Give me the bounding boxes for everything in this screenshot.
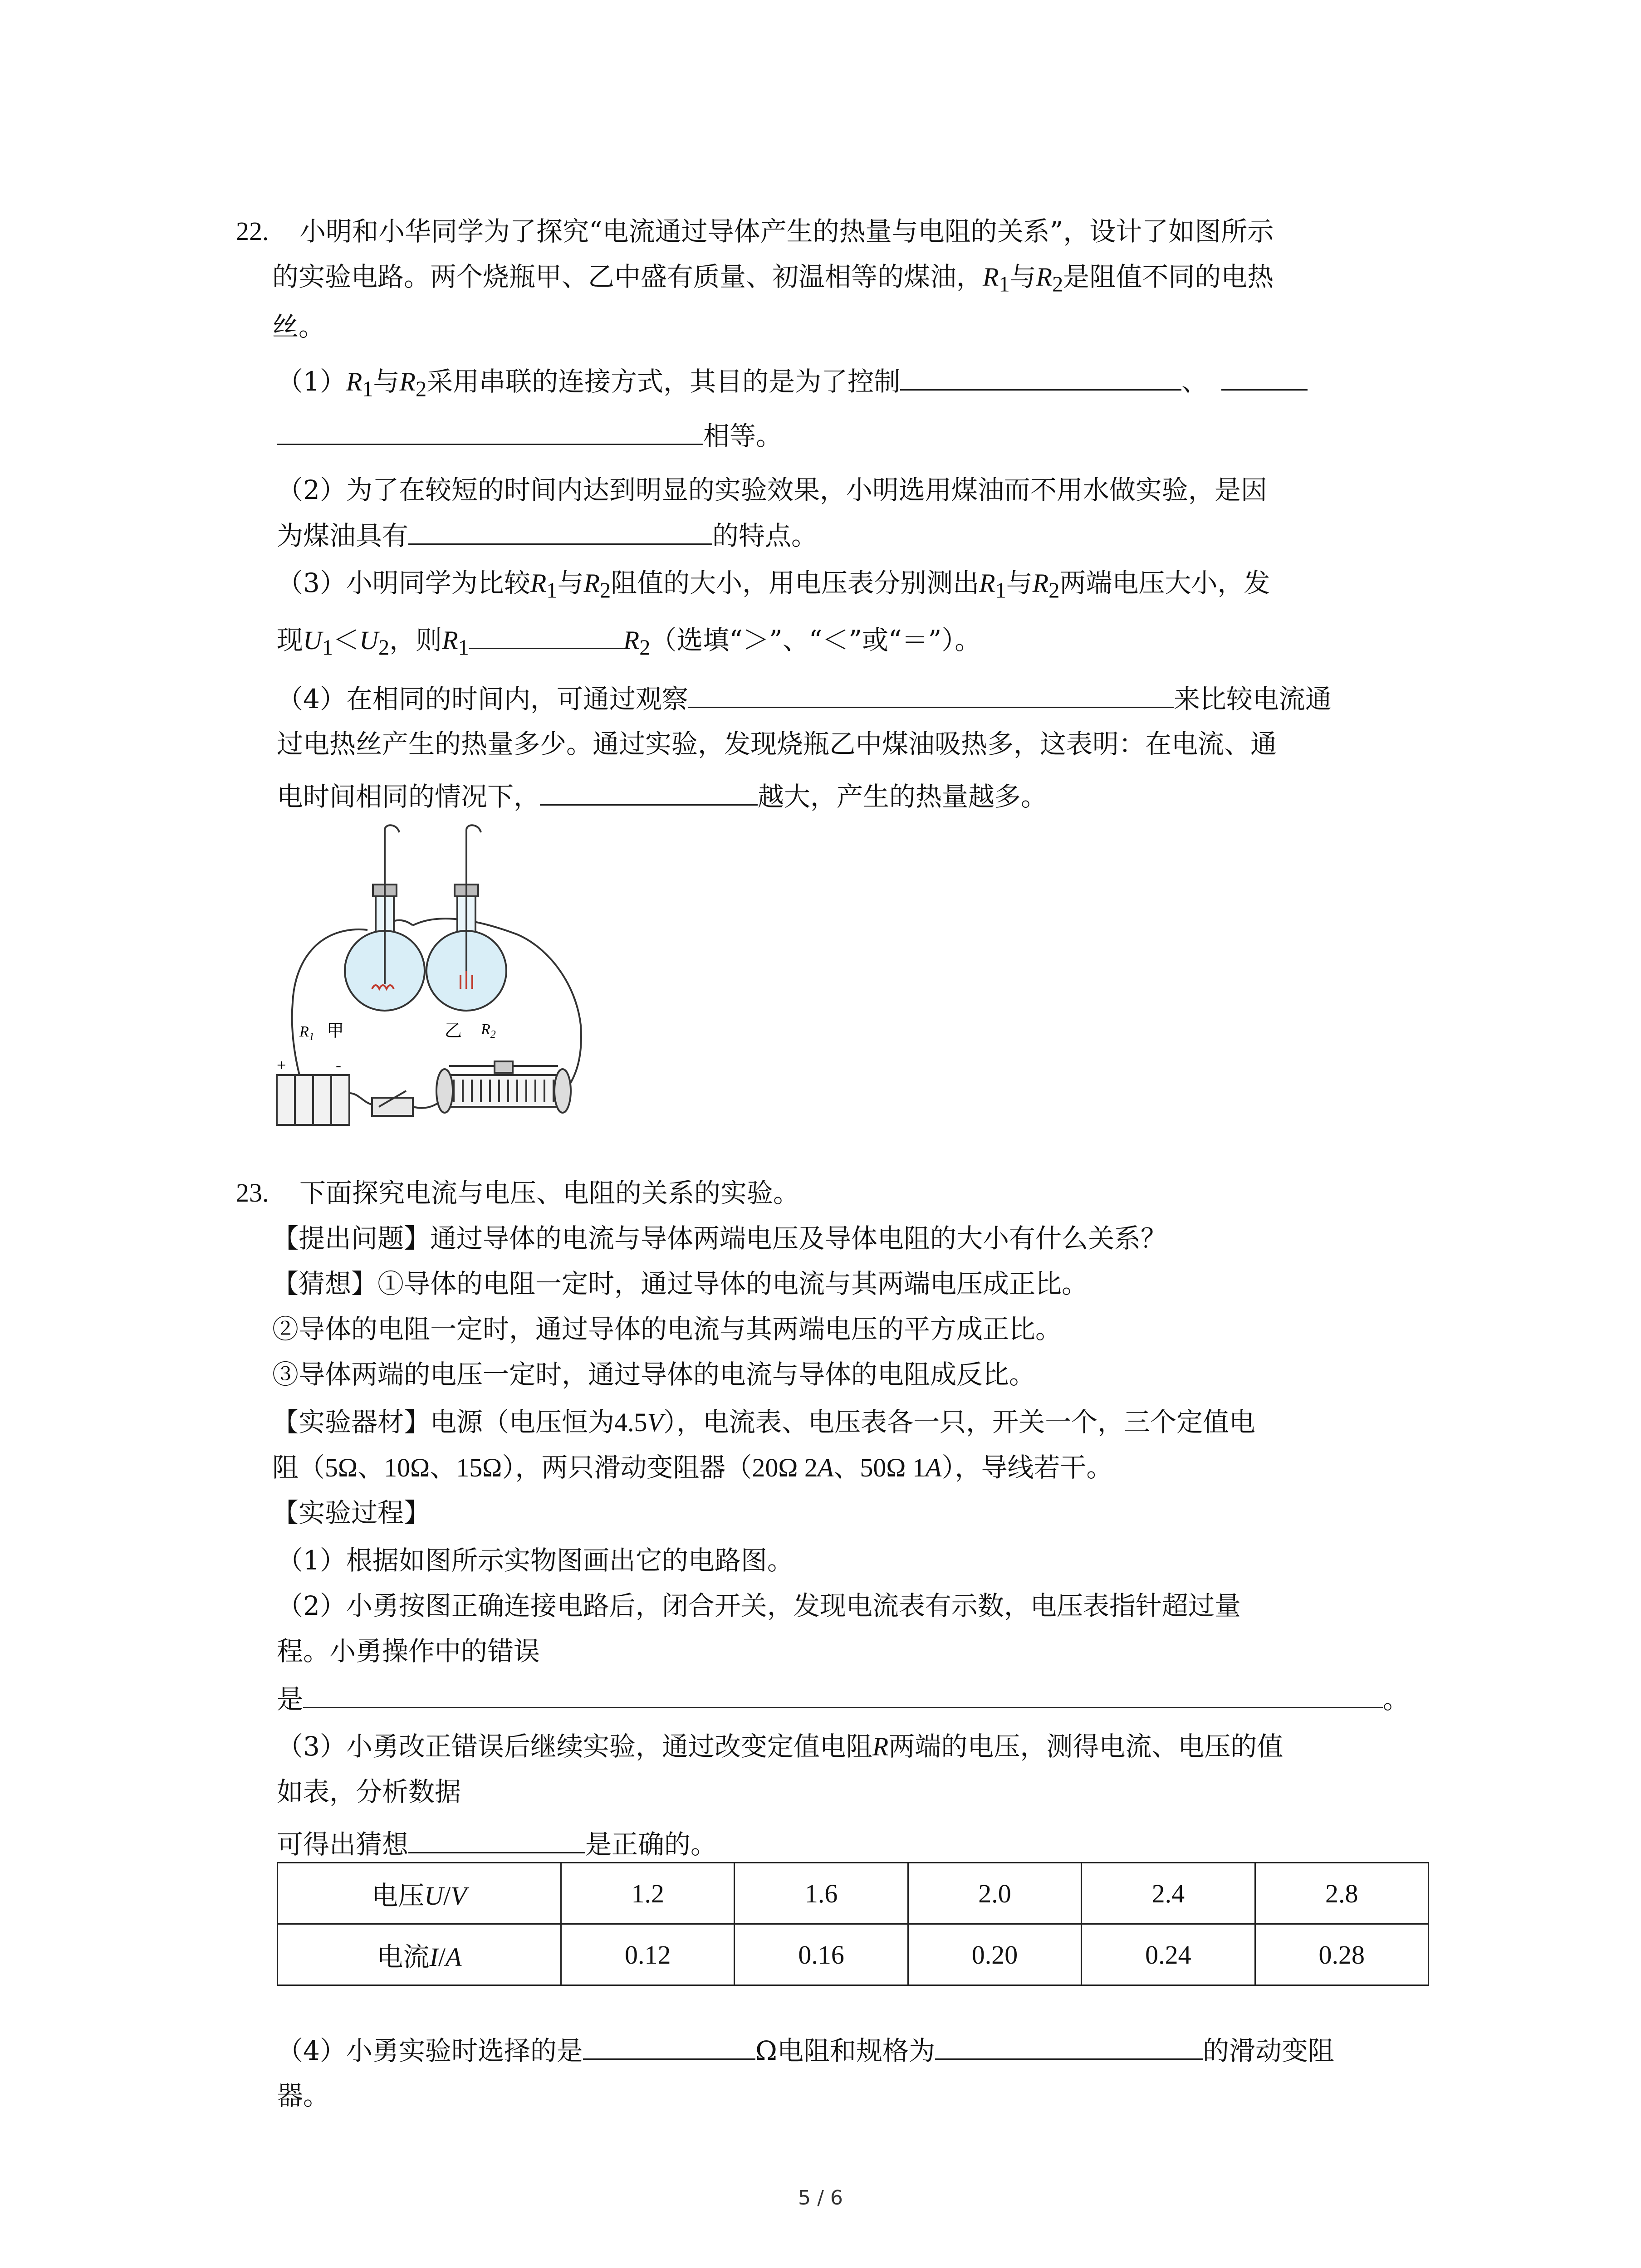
answer-blank[interactable]: [900, 363, 1181, 391]
answer-blank[interactable]: [688, 680, 1174, 708]
row-header: 电压U/V: [278, 1863, 561, 1924]
question-text: 下面探究电流与电压、电阻的关系的实验。: [299, 1178, 800, 1208]
label-yi: 乙: [445, 1022, 462, 1041]
symbol-r: R: [1036, 262, 1053, 292]
table-cell: 2.8: [1255, 1863, 1428, 1924]
answer-blank[interactable]: [1221, 363, 1308, 391]
step-4: （4）小勇实验时选择的是 Ω电阻和规格为 的滑动变阻: [277, 2032, 1334, 2069]
question-number: 22.: [236, 216, 269, 246]
wire: [349, 1093, 372, 1105]
question-text: 丝。: [272, 311, 325, 342]
table-cell: 2.0: [908, 1863, 1081, 1924]
step-3: （3）小勇改正错误后继续实验，通过改变定值电阻R两端的电压，测得电流、电压的值: [277, 1731, 1283, 1762]
table-cell: 1.6: [735, 1863, 908, 1924]
row-header: 电流I/A: [278, 1924, 561, 1985]
step-2: （2）小勇按图正确连接电路后，闭合开关，发现电流表有示数，电压表指针超过量: [277, 1590, 1241, 1621]
data-table: [277, 1862, 1429, 1986]
table-cell: 0.20: [908, 1924, 1081, 1985]
answer-blank[interactable]: [277, 417, 703, 445]
table-cell: 0.16: [735, 1924, 908, 1985]
table-cell: 0.28: [1255, 1924, 1428, 1985]
guess-3: ③导体两端的电压一定时，通过导体的电流与导体的电阻成反比。: [272, 1359, 1036, 1390]
answer-blank[interactable]: [408, 1826, 585, 1853]
answer-blank[interactable]: [935, 2032, 1203, 2060]
answer-blank[interactable]: [469, 621, 623, 649]
symbol-r: R: [983, 262, 999, 292]
step-1: （1）根据如图所示实物图画出它的电路图。: [277, 1545, 794, 1576]
experiment-figure: [268, 821, 594, 1129]
label-jia: 甲: [327, 1022, 344, 1041]
table-cell: 1.2: [561, 1863, 735, 1924]
question-text: 【提出问题】通过导体的电流与导体两端电压及导体电阻的大小有什么关系？: [272, 1223, 1167, 1254]
answer-blank[interactable]: [408, 517, 712, 545]
question-number: 23.: [236, 1178, 269, 1207]
table-cell: 0.24: [1082, 1924, 1255, 1985]
question-text: 的实验电路。两个烧瓶甲、乙中盛有质量、初温相等的煤油，: [272, 261, 983, 292]
question-text: 小明和小华同学为了探究“电流通过导体产生的热量与电阻的关系”，设计了如图所示: [299, 216, 1274, 247]
page-number: 5 / 6: [798, 2186, 843, 2209]
table-row: [278, 1924, 1429, 1985]
switch: [372, 1098, 413, 1116]
answer-blank[interactable]: [303, 1681, 1383, 1708]
table-row: [278, 1863, 1429, 1924]
answer-blank[interactable]: [583, 2032, 755, 2060]
label-minus: -: [336, 1056, 341, 1074]
label-plus: +: [277, 1056, 286, 1074]
guess-1: 【猜想】①导体的电阻一定时，通过导体的电流与其两端电压成正比。: [272, 1268, 1088, 1299]
section-heading: 【实验过程】: [272, 1497, 431, 1528]
label-r1: $R_1$: [299, 1023, 314, 1043]
table-cell: 2.4: [1082, 1863, 1255, 1924]
table-cell: 0.12: [561, 1924, 735, 1985]
answer-blank[interactable]: [540, 778, 758, 806]
guess-2: ②导体的电阻一定时，通过导体的电流与其两端电压的平方成正比。: [272, 1314, 1062, 1344]
label-r2: $R_2$: [481, 1021, 496, 1041]
equipment: 【实验器材】电源（电压恒为4.5V），电流表、电压表各一只，开关一个，三个定值电: [272, 1407, 1255, 1437]
